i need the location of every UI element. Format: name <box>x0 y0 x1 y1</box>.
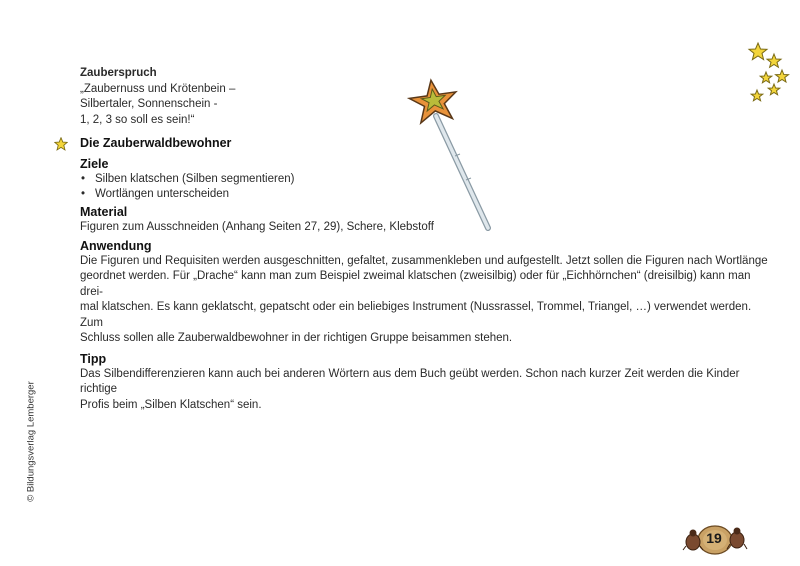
tipp-line-1: Das Silbendifferenzieren kann auch bei anderen Wörtern aus dem Buch geübt werden. Schon nach kurzer Zeit werden die Kinder richtige <box>80 367 740 395</box>
ziele-item: • Silben klatschen (Silben segmentieren) <box>80 172 770 187</box>
section-title: Die Zauberwaldbewohner <box>80 136 232 150</box>
anwendung-line-1: Die Figuren und Requisiten werden ausgeschnitten, gefaltet, zusammenkleben und aufgestellt. Jetzt sollen die Figuren nach Wortlänge <box>80 254 768 267</box>
star-cluster-icon <box>744 40 794 106</box>
zauberspruch-line-3: 1, 2, 3 so soll es sein!“ <box>80 113 195 126</box>
zauberspruch-heading: Zauberspruch <box>80 67 157 79</box>
anwendung-line-3: mal klatschen. Es kann geklatscht, gepatscht oder ein beliebiges Instrument (Nussrassel, Trommel, Triangel, …) verwendet werden. Zum <box>80 301 752 329</box>
tipp-heading: Tipp <box>80 351 107 366</box>
material-heading: Material <box>80 205 128 219</box>
page-number: 19 <box>706 530 722 546</box>
anwendung-line-4: Schluss sollen alle Zauberwaldbewohner in der richtigen Gruppe beisammen stehen. <box>80 332 513 344</box>
magic-wand-illustration <box>400 76 500 236</box>
zauberspruch-line-2: Silbertaler, Sonnenschein - <box>80 98 218 110</box>
copyright-text: © Bildungsverlag Lemberger <box>25 381 37 502</box>
material-text: Figuren zum Ausschneiden (Anhang Seiten 27, 29), Schere, Klebstoff <box>80 221 434 233</box>
anwendung-heading: Anwendung <box>80 238 152 253</box>
tipp-line-2: Profis beim „Silben Klatschen“ sein. <box>80 398 262 411</box>
star-bullet-icon <box>54 137 68 151</box>
ziele-item: • Wortlängen unterscheiden <box>80 187 770 202</box>
ziele-heading: Ziele <box>80 157 109 171</box>
wand-stick <box>436 116 488 228</box>
zauberspruch-block <box>80 66 235 128</box>
anwendung-line-2: geordnet werden. Für „Drache“ kann man zum Beispiel zweimal klatschen (zweisilbig) oder für „Eichhörnchen“ (dreisilbig) kann man drei- <box>80 270 751 298</box>
zauberspruch-line-1: „Zaubernuss und Krötenbein – <box>80 82 236 95</box>
